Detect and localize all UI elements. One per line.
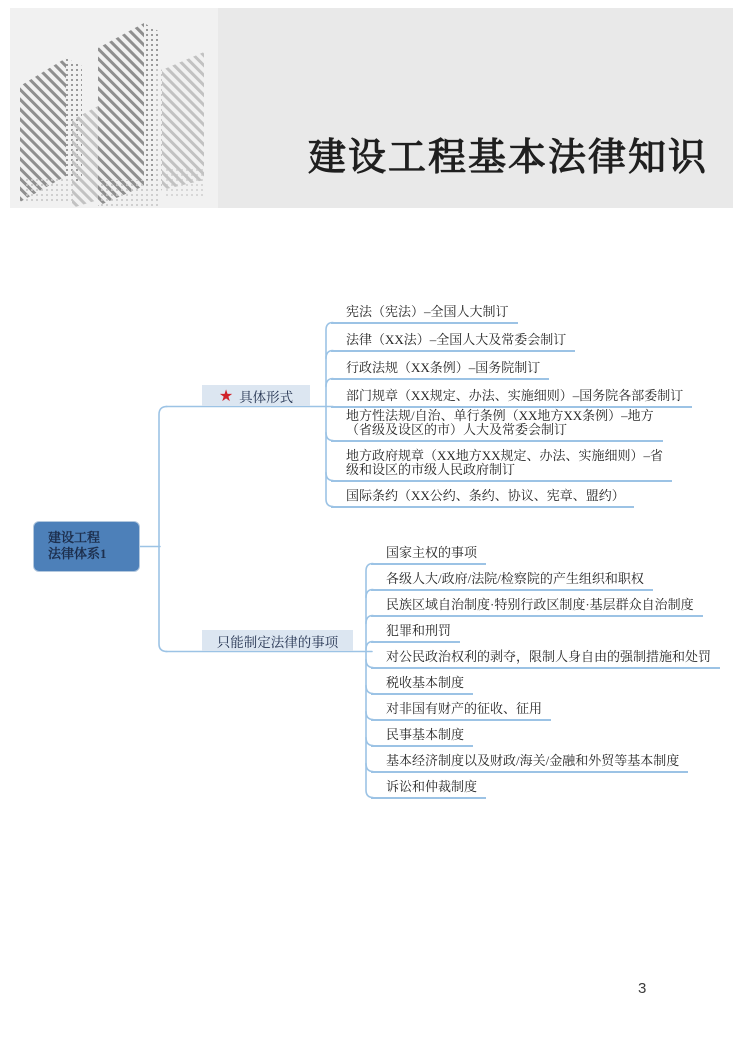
mindmap-leaf: [371, 753, 688, 773]
leaf-text: 国际条约（XX公约、条约、协议、宪章、盟约）: [346, 488, 625, 503]
mindmap-leaf: [371, 779, 486, 799]
branch-node-specific-forms: [202, 385, 310, 406]
mindmap-leaf: [331, 488, 634, 508]
mindmap-leaf: [331, 360, 549, 380]
page-number: 3: [638, 980, 647, 997]
mindmap-leaf: [331, 332, 575, 352]
leaf-text: 对非国有财产的征收、征用: [386, 701, 543, 716]
mindmap-leaf: [331, 448, 672, 482]
leaf-text: 行政法规（XX条例）–国务院制订: [346, 360, 541, 375]
leaf-text: 法律（XX法）–全国人大及常委会制订: [346, 332, 567, 347]
mindmap-leaf: [371, 701, 551, 721]
star-icon: ★: [218, 385, 234, 405]
mindmap-leaf: [371, 649, 720, 669]
mindmap-leaf: [371, 675, 473, 695]
mindmap-leaf: [371, 571, 653, 591]
mindmap-leaf: [331, 388, 692, 408]
leaf-text: 民事基本制度: [386, 727, 465, 742]
mindmap-leaf: [371, 597, 703, 617]
leaf-text: （省级及设区的市）人大及常委会制订: [346, 422, 568, 437]
mindmap-leaf: [331, 408, 663, 442]
leaf-text: 地方性法规/自治、单行条例（XX地方XX条例）–地方: [346, 408, 654, 423]
leaf-text: 国家主权的事项: [386, 545, 478, 560]
branch-label: 具体形式: [239, 389, 294, 405]
mindmap-leaf: [331, 304, 518, 324]
root-node-line: 建设工程: [48, 530, 101, 545]
leaf-text: 级和设区的市级人民政府制订: [346, 462, 516, 477]
leaf-text: 宪法（宪法）–全国人大制订: [346, 304, 509, 319]
leaf-text: 基本经济制度以及财政/海关/金融和外贸等基本制度: [386, 753, 680, 768]
mindmap-root-node: [33, 521, 140, 572]
page-title: 建设工程基本法律知识: [308, 137, 709, 179]
leaf-text: 诉讼和仲裁制度: [386, 779, 478, 794]
branch-label: 只能制定法律的事项: [216, 634, 339, 650]
leaf-text: 犯罪和刑罚: [386, 623, 452, 638]
mindmap-leaf: [371, 545, 486, 565]
leaf-text: 各级人大/政府/法院/检察院的产生组织和职权: [386, 571, 644, 586]
leaf-text: 对公民政治权利的剥夺，限制人身自由的强制措施和处罚: [386, 649, 712, 664]
leaf-text: 地方政府规章（XX地方XX规定、办法、实施细则）–省: [346, 448, 664, 463]
branch-node-law-only-matters: [202, 630, 353, 651]
leaf-text: 部门规章（XX规定、办法、实施细则）–国务院各部委制订: [346, 388, 684, 403]
leaf-text: 税收基本制度: [386, 675, 465, 690]
root-node-line: 法律体系1: [48, 546, 107, 561]
mindmap-leaf: [371, 623, 460, 643]
leaf-text: 民族区域自治制度·特别行政区制度·基层群众自治制度: [386, 597, 694, 612]
mindmap-leaf: [371, 727, 473, 747]
